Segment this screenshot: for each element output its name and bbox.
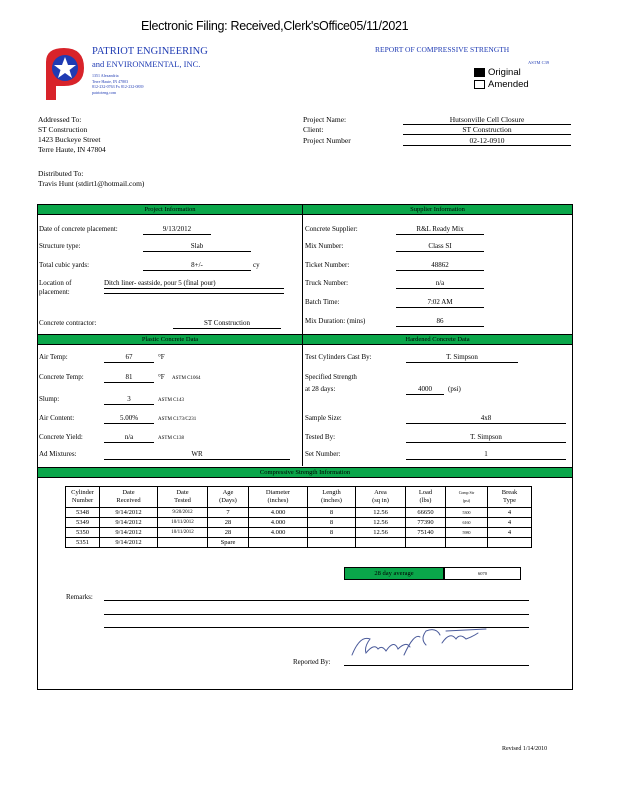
column-divider-top <box>302 205 303 334</box>
report-title: REPORT OF COMPRESSIVE STRENGTH <box>375 45 510 54</box>
slump-astm: ASTM C143 <box>158 398 184 403</box>
specified-strength-unit: (psi) <box>448 385 461 393</box>
patriot-logo-icon <box>38 44 90 102</box>
client-value: ST Construction <box>403 125 571 135</box>
addressed-street: 1423 Buckeye Street <box>38 135 101 144</box>
table-cell: 5980 <box>446 528 488 538</box>
project-number-value: 02-12-0910 <box>403 136 571 146</box>
mix-duration-label: Mix Duration: (mins) <box>305 317 366 325</box>
concrete-temp-unit: °F <box>158 373 165 381</box>
sample-size-value: 4x8 <box>406 414 566 424</box>
table-cell <box>406 538 446 548</box>
reported-by-label: Reported By: <box>293 658 331 666</box>
concrete-temp-astm: ASTM C1064 <box>172 376 201 381</box>
admixtures-label: Ad Mixtures: <box>39 450 77 458</box>
cast-by-label: Test Cylinders Cast By: <box>305 353 372 361</box>
company-line1: PATRIOT ENGINEERING <box>92 46 208 57</box>
contractor-label: Concrete contractor: <box>39 319 97 327</box>
signature-icon <box>346 625 496 663</box>
slump-label: Slump: <box>39 395 60 403</box>
col-header-break-type: Break Type <box>488 487 532 508</box>
slump-value: 3 <box>104 395 154 405</box>
report-form <box>37 204 573 690</box>
table-cell <box>488 538 532 548</box>
supplier-label: Concrete Supplier: <box>305 225 358 233</box>
concrete-temp-label: Concrete Temp: <box>39 373 84 381</box>
table-cell: 75140 <box>406 528 446 538</box>
revision-note: Revised 1/14/2010 <box>502 746 548 752</box>
location-value: Ditch liner- eastside, pour 5 (final pour) <box>104 279 284 289</box>
table-cell: 7 <box>208 508 249 518</box>
supplier-info-header: Supplier Information <box>303 205 572 215</box>
table-row <box>66 518 532 528</box>
col-header-tested: Date Tested <box>158 487 208 508</box>
truck-number-label: Truck Number: <box>305 279 349 287</box>
28-day-average-label: 28 day average <box>344 567 444 580</box>
distributed-label: Distributed To: <box>38 169 84 178</box>
col-header-age: Age (Days) <box>208 487 249 508</box>
air-content-astm: ASTM C173/C231 <box>158 417 197 422</box>
table-cell: 28 <box>208 528 249 538</box>
remarks-label: Remarks: <box>66 593 93 601</box>
structure-type-label: Structure type: <box>39 242 81 250</box>
table-cell: 4 <box>488 508 532 518</box>
col-header-length: Length (inches) <box>308 487 356 508</box>
cubic-yards-unit: cy <box>253 261 260 269</box>
specified-strength-label: Specified Strength <box>305 373 357 381</box>
air-content-value: 5.00% <box>104 414 154 424</box>
plastic-data-header: Plastic Concrete Data <box>38 334 302 345</box>
table-cell: 12.56 <box>356 508 406 518</box>
set-number-value: 1 <box>406 450 566 460</box>
col-header-diameter: Diameter (inches) <box>249 487 308 508</box>
table-cell: 12.56 <box>356 518 406 528</box>
table-row <box>66 508 532 518</box>
table-cell: 8 <box>308 518 356 528</box>
table-cell: 9/14/2012 <box>100 528 158 538</box>
concrete-temp-value: 81 <box>104 373 154 383</box>
table-cell: 5349 <box>66 518 100 528</box>
company-address <box>92 73 144 95</box>
table-cell: 4.000 <box>249 528 308 538</box>
cubic-yards-value: 8+/- <box>143 261 251 271</box>
table-cell: Spare <box>208 538 249 548</box>
company-name <box>92 45 208 71</box>
col-header-area: Area (sq in) <box>356 487 406 508</box>
addressed-name: ST Construction <box>38 125 88 134</box>
table-cell: 4.000 <box>249 518 308 528</box>
table-cell: 8 <box>308 528 356 538</box>
project-number-label: Project Number <box>303 136 351 145</box>
air-content-label: Air Content: <box>39 414 75 422</box>
project-name-label: Project Name: <box>303 115 347 124</box>
table-cell: 28 <box>208 518 249 528</box>
column-divider-mid <box>302 334 303 466</box>
table-cell <box>249 538 308 548</box>
mix-number-label: Mix Number: <box>305 242 344 250</box>
table-cell: 5351 <box>66 538 100 548</box>
table-cell: 5300 <box>446 508 488 518</box>
air-temp-value: 67 <box>104 353 154 363</box>
concrete-yield-label: Concrete Yield: <box>39 433 83 441</box>
mix-number-value: Class SI <box>396 242 484 252</box>
table-row <box>66 528 532 538</box>
addressed-label: Addressed To: <box>38 115 82 124</box>
col-header-load: Load (lbs) <box>406 487 446 508</box>
cubic-yards-label: Total cubic yards: <box>39 261 90 269</box>
cast-by-value: T. Simpson <box>406 353 518 363</box>
distributed-value: Travis Hunt (stdirt1@hotmail.com) <box>38 179 145 188</box>
address-line: patrioteng.com <box>92 89 117 95</box>
compressive-strength-header: Compressive Strength Information <box>38 467 572 478</box>
table-cell: 4 <box>488 528 532 538</box>
air-temp-label: Air Temp: <box>39 353 68 361</box>
astm-reference: ASTM C39 <box>528 60 550 65</box>
company-line2: and ENVIRONMENTAL, INC. <box>92 59 201 69</box>
table-cell: 9/20/2012 <box>158 508 208 518</box>
concrete-yield-astm: ASTM C138 <box>158 436 184 441</box>
table-cell: 9/14/2012 <box>100 538 158 548</box>
col-header-cylinder: Cylinder Number <box>66 487 100 508</box>
remarks-line[interactable] <box>104 600 529 601</box>
batch-time-value: 7:02 AM <box>396 298 484 308</box>
placement-date-value: 9/13/2012 <box>143 225 211 235</box>
specified-strength-value: 4000 <box>406 385 444 395</box>
tested-by-value: T. Simpson <box>406 433 566 443</box>
ticket-number-value: 48862 <box>396 261 484 271</box>
project-name-value: Hutsonville Cell Closure <box>403 115 571 125</box>
placement-date-label: Date of concrete placement: <box>39 225 118 233</box>
table-cell: 12.56 <box>356 528 406 538</box>
batch-time-label: Batch Time: <box>305 298 340 306</box>
set-number-label: Set Number: <box>305 450 341 458</box>
specified-at-label: at 28 days: <box>305 385 336 393</box>
supplier-value: R&L Ready Mix <box>396 225 484 235</box>
client-label: Client: <box>303 125 324 134</box>
reported-by-line <box>344 665 529 666</box>
mix-duration-value: 86 <box>396 317 484 327</box>
table-cell: 9/14/2012 <box>100 518 158 528</box>
cylinder-table <box>65 486 532 548</box>
table-cell: 10/11/2012 <box>158 528 208 538</box>
table-cell: 8 <box>308 508 356 518</box>
address-line: 1351 Alexandria <box>92 73 119 78</box>
contractor-value: ST Construction <box>173 319 281 329</box>
table-cell: 9/14/2012 <box>100 508 158 518</box>
tested-by-label: Tested By: <box>305 433 336 441</box>
structure-type-value: Slab <box>143 242 251 252</box>
amended-checkbox[interactable] <box>474 80 485 89</box>
table-cell: 5350 <box>66 528 100 538</box>
location-line-2 <box>104 293 284 294</box>
table-cell <box>446 538 488 548</box>
table-cell: 4.000 <box>249 508 308 518</box>
table-cell: 4 <box>488 518 532 528</box>
amended-label: Amended <box>488 79 529 90</box>
col-header-comp-str: Comp Str (psi) <box>446 487 488 508</box>
table-cell: 10/11/2012 <box>158 518 208 528</box>
address-line: 812-232-0763 Fx 812-232-0839 <box>92 84 144 89</box>
original-label: Original <box>488 67 521 78</box>
project-info-header: Project Information <box>38 205 302 215</box>
original-checkbox[interactable] <box>474 68 485 77</box>
filing-stamp: Electronic Filing: Received,Clerk'sOffice05/11/2021 <box>141 19 409 33</box>
28-day-average-value: 6070 <box>444 567 521 580</box>
ticket-number-label: Ticket Number: <box>305 261 350 269</box>
addressed-to <box>38 115 106 155</box>
table-header-row <box>66 487 532 508</box>
admixtures-value: WR <box>104 450 290 460</box>
table-cell <box>308 538 356 548</box>
distributed-to <box>38 169 144 189</box>
location-label: Location of placement: <box>39 279 72 296</box>
col-header-received: Date Received <box>100 487 158 508</box>
address-line: Terre Haute, IN 47803 <box>92 78 129 84</box>
table-cell: 66650 <box>406 508 446 518</box>
table-cell: 5348 <box>66 508 100 518</box>
truck-number-value: n/a <box>396 279 484 289</box>
air-temp-unit: °F <box>158 353 165 361</box>
table-cell: 6160 <box>446 518 488 528</box>
sample-size-label: Sample Size: <box>305 414 342 422</box>
table-cell: 77390 <box>406 518 446 528</box>
table-row <box>66 538 532 548</box>
concrete-yield-value: n/a <box>104 433 154 443</box>
hardened-data-header: Hardened Concrete Data <box>303 334 572 345</box>
table-cell <box>356 538 406 548</box>
remarks-line[interactable] <box>104 614 529 615</box>
table-cell <box>158 538 208 548</box>
addressed-city: Terre Haute, IN 47804 <box>38 145 106 154</box>
